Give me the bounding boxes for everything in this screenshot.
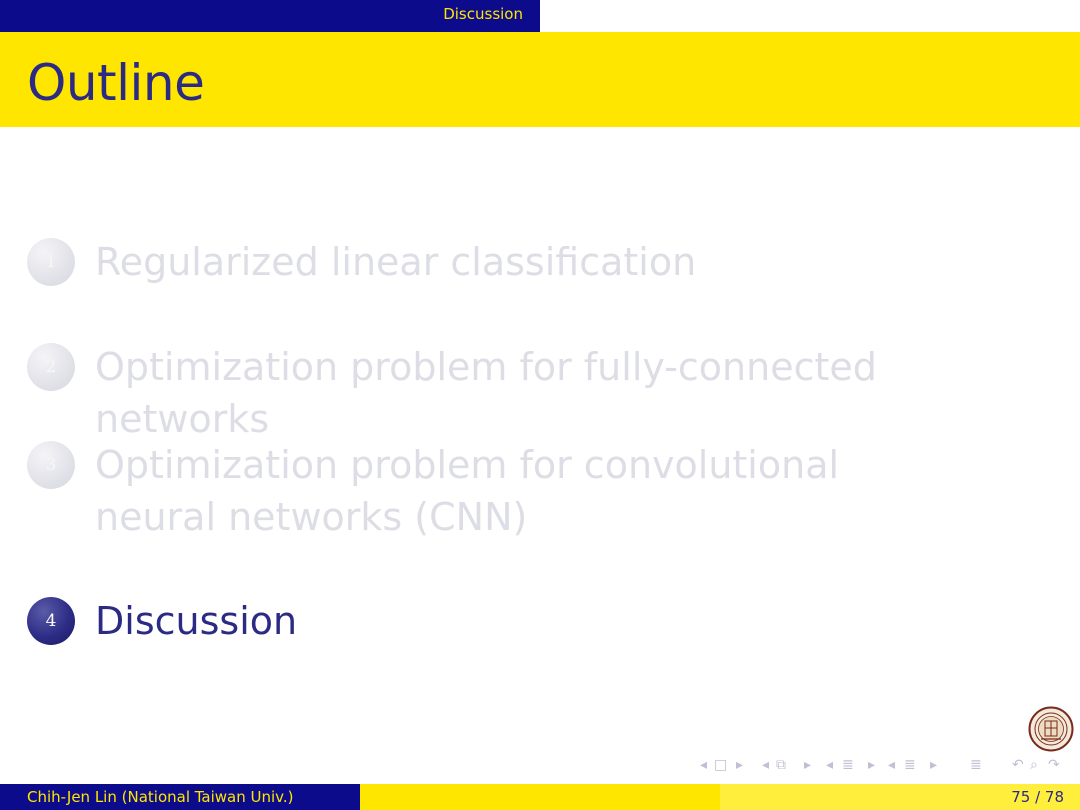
subsection-next-icon[interactable]: ▸ xyxy=(804,757,812,773)
frame-next-icon[interactable]: ▸ xyxy=(736,757,744,773)
frame-icon[interactable]: □ xyxy=(714,757,728,773)
footer-page-bar xyxy=(720,784,1080,810)
frame-prev-icon[interactable]: ◂ xyxy=(700,757,708,773)
section-label[interactable]: Discussion xyxy=(443,5,523,23)
toc-number-badge: 4 xyxy=(27,597,75,645)
subsection-icon[interactable]: ⧉ xyxy=(776,757,786,773)
section-next-icon[interactable]: ▸ xyxy=(868,757,876,773)
university-seal-logo xyxy=(1028,706,1074,752)
toc-number-badge: 3 xyxy=(27,441,75,489)
section-list-icon[interactable]: ≣ xyxy=(970,757,982,773)
toc-item-label: Optimization problem for fully-connected networks xyxy=(95,345,877,441)
toc-number-badge: 1 xyxy=(27,238,75,286)
toc-item-label: Discussion xyxy=(95,599,298,643)
toc-item-label: Optimization problem for convolutional neural networks (CNN) xyxy=(95,443,840,539)
footer-title-bar xyxy=(360,784,720,810)
footer-author: Chih-Jen Lin (National Taiwan Univ.) xyxy=(27,788,294,806)
frame-title: Outline xyxy=(27,54,205,112)
subsection-list-prev-icon[interactable]: ◂ xyxy=(888,757,896,773)
section-prev-icon[interactable]: ◂ xyxy=(826,757,834,773)
outline-icon[interactable]: ≣ xyxy=(904,757,916,773)
navigation-controls xyxy=(700,757,1080,779)
subsection-list-next-icon[interactable]: ▸ xyxy=(930,757,938,773)
subsection-prev-icon[interactable]: ◂ xyxy=(762,757,770,773)
toc-number-badge: 2 xyxy=(27,343,75,391)
search-forward-icon[interactable]: ↷ xyxy=(1048,757,1060,773)
search-icon[interactable]: ⌕ xyxy=(1030,757,1038,773)
page-number: 75 / 78 xyxy=(1011,788,1064,806)
search-back-icon[interactable]: ↶ xyxy=(1012,757,1024,773)
section-icon[interactable]: ≣ xyxy=(842,757,854,773)
toc-item-label: Regularized linear classification xyxy=(95,240,697,284)
footer-author-bar xyxy=(0,784,360,810)
